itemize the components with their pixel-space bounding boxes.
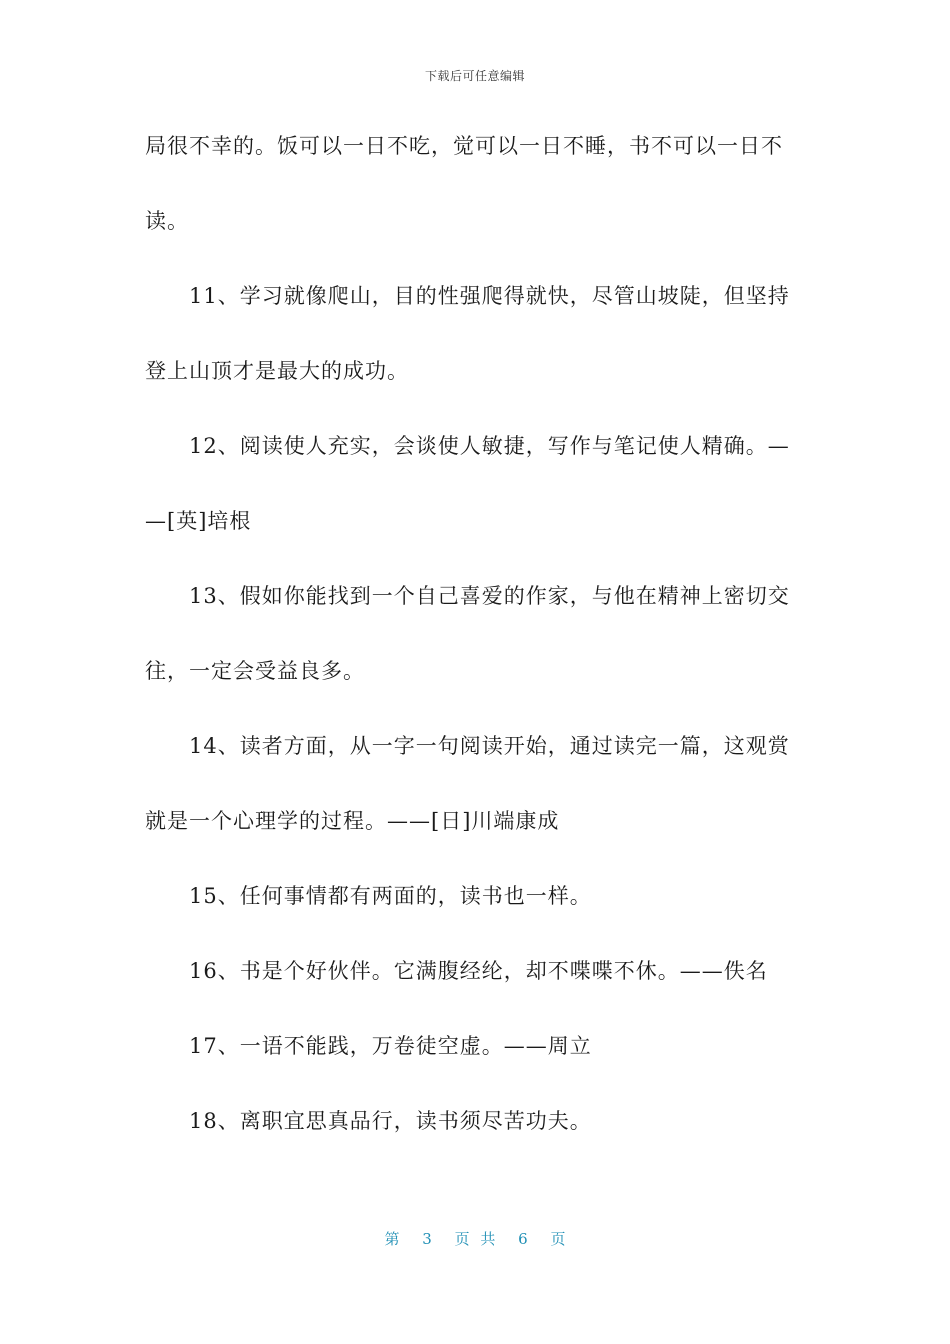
body-line: 往，一定会受益良多。 [145, 659, 365, 683]
quote-13-line: 13、假如你能找到一个自己喜爱的作家，与他在精神上密切交 [189, 584, 790, 608]
quote-11-line: 11、学习就像爬山，目的性强爬得就快，尽管山坡陡，但坚持 [189, 284, 790, 308]
quote-15-line: 15、任何事情都有两面的，读书也一样。 [189, 884, 592, 908]
quote-14-line: 14、读者方面，从一字一句阅读开始，通过读完一篇，这观赏 [189, 734, 790, 758]
page-header: 下载后可任意编辑 [424, 69, 525, 83]
document-body [145, 124, 800, 1174]
quote-18-line: 18、离职宜思真品行，读书须尽苦功夫。 [189, 1109, 592, 1133]
footer-prefix: 第 [384, 1230, 400, 1248]
footer-middle: 页 共 [454, 1230, 496, 1248]
body-line: 局很不幸的。饭可以一日不吃，觉可以一日不睡，书不可以一日不 [145, 134, 783, 158]
quote-17-line: 17、一语不能践，万卷徒空虚。——周立 [189, 1034, 592, 1058]
quote-12-line: 12、阅读使人充实，会谈使人敏捷，写作与笔记使人精确。— [189, 434, 790, 458]
footer-suffix: 页 [550, 1230, 566, 1248]
current-page-number: 3 [422, 1230, 432, 1248]
page-footer [0, 1228, 950, 1249]
total-pages-number: 6 [518, 1230, 528, 1248]
body-line: 登上山顶才是最大的成功。 [145, 359, 409, 383]
body-line: 就是一个心理学的过程。——[日]川端康成 [145, 809, 560, 833]
body-line: —[英]培根 [145, 509, 252, 533]
quote-16-line: 16、书是个好伙伴。它满腹经纶，却不喋喋不休。——佚名 [189, 959, 768, 983]
body-line: 读。 [145, 209, 189, 233]
